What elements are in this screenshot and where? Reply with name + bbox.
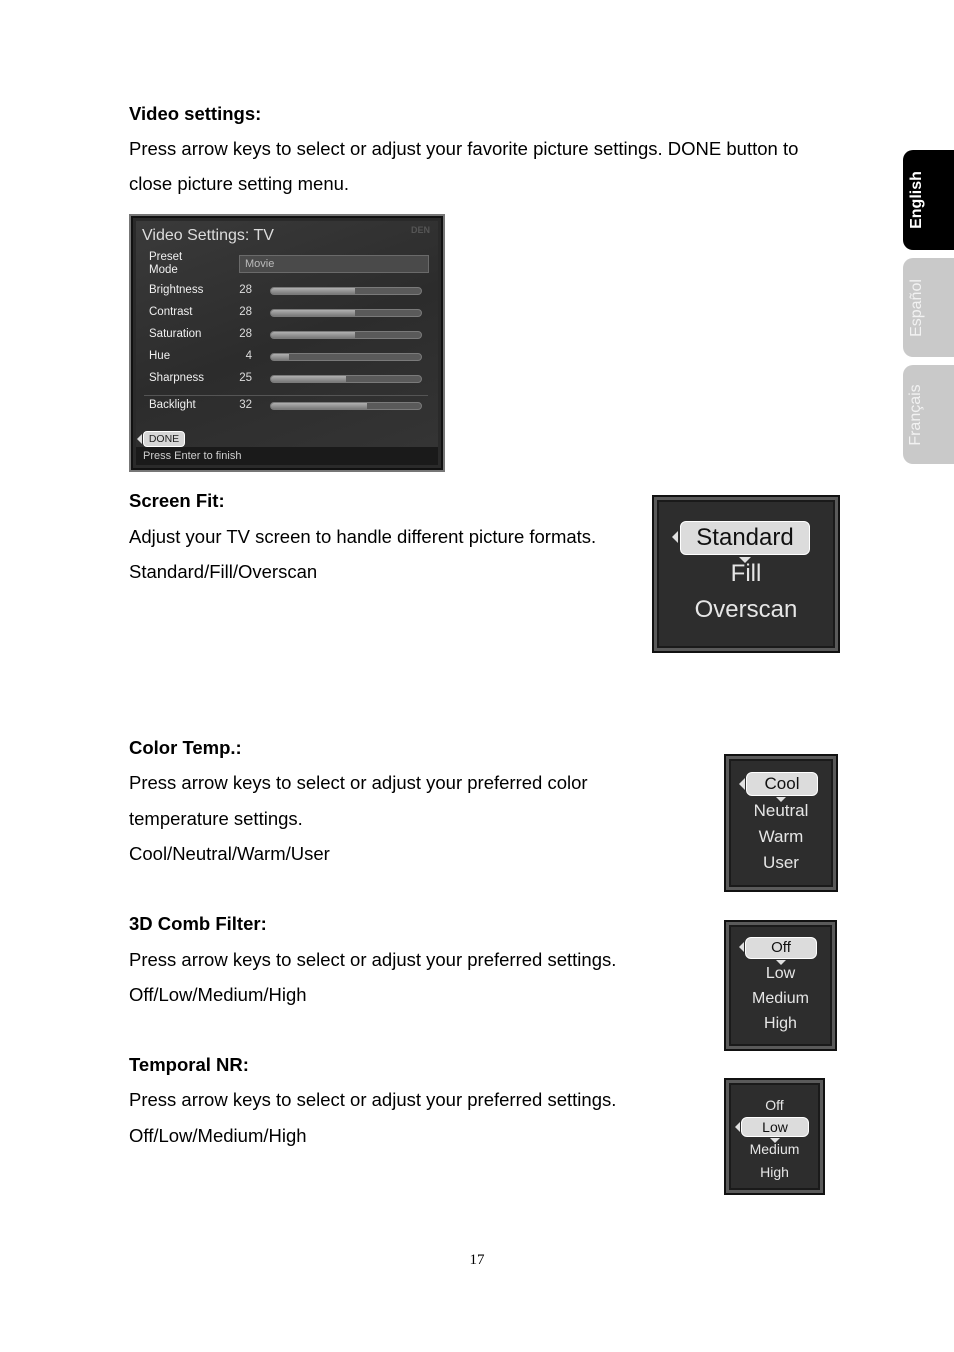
left-arrow-icon [739, 778, 745, 790]
osd-row-label: Hue [149, 350, 171, 362]
color-temp-menu [724, 754, 838, 892]
temporal-nr-option[interactable]: Medium [749, 1141, 800, 1157]
osd-row-value: 25 [239, 372, 252, 384]
color-temp-option-selected[interactable]: Cool [746, 772, 818, 796]
color-temp-heading: Color Temp.: [129, 737, 242, 758]
screen-fit-heading: Screen Fit: [129, 490, 225, 511]
tab-english[interactable] [903, 150, 954, 250]
osd-preset-label-line2: Mode [149, 264, 178, 276]
osd-slider-fill [271, 376, 346, 382]
osd-slider[interactable] [270, 375, 422, 383]
done-button[interactable]: DONE [143, 431, 185, 447]
color-temp-option[interactable]: Warm [758, 827, 804, 846]
osd-row-value: 28 [239, 306, 252, 318]
comb-filter-menu [724, 920, 837, 1051]
osd-row-value: 28 [239, 284, 252, 296]
osd-row-label: Backlight [149, 399, 196, 411]
temporal-nr-menu [724, 1078, 825, 1195]
temporal-nr-text-1: Press arrow keys to select or adjust your preferred settings. [129, 1089, 617, 1110]
osd-slider[interactable] [270, 353, 422, 361]
screen-fit-text-1: Adjust your TV screen to handle different picture formats. [129, 526, 597, 547]
osd-slider[interactable] [270, 309, 422, 317]
left-arrow-icon [735, 1122, 740, 1132]
temporal-nr-text-2: Off/Low/Medium/High [129, 1125, 307, 1146]
temporal-nr-option-selected[interactable]: Low [741, 1117, 809, 1137]
osd-row-label: Saturation [149, 328, 202, 340]
osd-row-value: 28 [239, 328, 252, 340]
tab-francais[interactable] [903, 365, 954, 464]
osd-slider-fill [271, 288, 355, 294]
osd-slider-fill [271, 403, 367, 409]
osd-title: Video Settings: TV [142, 227, 274, 244]
osd-slider[interactable] [270, 331, 422, 339]
osd-corner-label: DEN [410, 225, 430, 235]
tab-espanol-label: Español [907, 278, 925, 337]
video-settings-text-2: close picture setting menu. [129, 173, 350, 194]
osd-slider-fill [271, 354, 289, 360]
tab-espanol[interactable] [903, 258, 954, 357]
comb-filter-option[interactable]: High [764, 1015, 797, 1032]
comb-filter-text-2: Off/Low/Medium/High [129, 984, 307, 1005]
osd-row-label: Brightness [149, 284, 204, 296]
temporal-nr-option[interactable]: High [760, 1164, 789, 1180]
comb-filter-text-1: Press arrow keys to select or adjust your preferred settings. [129, 949, 617, 970]
video-settings-heading: Video settings: [129, 103, 262, 124]
screen-fit-option[interactable]: Fill [730, 560, 762, 587]
screen-fit-option[interactable]: Overscan [694, 596, 798, 623]
left-arrow-icon [137, 434, 142, 444]
tab-francais-label: Français [906, 383, 924, 446]
tab-english-label: English [907, 171, 925, 229]
screen-fit-menu [652, 495, 840, 653]
osd-slider[interactable] [270, 287, 422, 295]
page-number: 17 [469, 1252, 485, 1268]
color-temp-option[interactable]: Neutral [753, 801, 809, 820]
osd-footer: Press Enter to finish [136, 447, 438, 465]
osd-divider [144, 395, 428, 396]
osd-row-value: 32 [239, 399, 252, 411]
screen-fit-text-2: Standard/Fill/Overscan [129, 561, 318, 582]
comb-filter-option-selected[interactable]: Off [745, 937, 817, 959]
comb-filter-heading: 3D Comb Filter: [129, 913, 267, 934]
osd-row-label: Sharpness [149, 372, 204, 384]
osd-row-label: Contrast [149, 306, 193, 318]
video-settings-screenshot [129, 214, 445, 472]
color-temp-text-2: temperature settings. [129, 808, 303, 829]
osd-preset-label-line1: Preset [149, 251, 183, 263]
color-temp-text-3: Cool/Neutral/Warm/User [129, 843, 330, 864]
color-temp-text-1: Press arrow keys to select or adjust your preferred color [129, 772, 588, 793]
color-temp-option[interactable]: User [763, 853, 799, 872]
left-arrow-icon [739, 942, 744, 952]
osd-row-value: 4 [245, 350, 252, 362]
osd-slider-fill [271, 310, 355, 316]
temporal-nr-heading: Temporal NR: [129, 1054, 249, 1075]
comb-filter-option[interactable]: Medium [752, 990, 809, 1007]
left-arrow-icon [672, 531, 678, 543]
temporal-nr-option[interactable]: Off [765, 1097, 784, 1113]
osd-slider-fill [271, 332, 355, 338]
video-settings-text-1: Press arrow keys to select or adjust your favorite picture settings. DONE button to [129, 138, 799, 159]
osd-preset-label [149, 251, 182, 277]
screen-fit-option-selected[interactable]: Standard [680, 521, 810, 555]
comb-filter-option[interactable]: Low [765, 965, 796, 982]
osd-preset-mode-field[interactable]: Movie [239, 255, 429, 273]
osd-slider[interactable] [270, 402, 422, 410]
